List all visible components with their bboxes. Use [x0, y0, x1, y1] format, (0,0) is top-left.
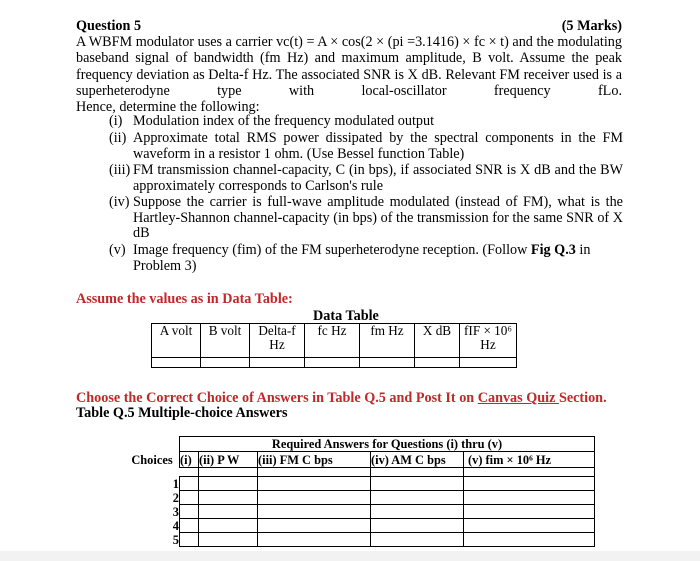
answer-cell[interactable]	[180, 533, 199, 547]
data-table-header-row	[152, 324, 517, 358]
answer-row: 4	[125, 519, 595, 533]
answer-table-header-row	[125, 452, 595, 468]
assume-heading: Assume the values as in Data Table:	[76, 291, 293, 307]
col-b-volt: B volt	[201, 324, 250, 358]
value-cell[interactable]	[250, 358, 305, 368]
choices-label: Choices	[131, 452, 173, 467]
answer-cell[interactable]	[371, 505, 464, 519]
answer-cell[interactable]	[258, 477, 371, 491]
col-fm: fm Hz	[360, 324, 415, 358]
data-table-value-row	[152, 358, 517, 368]
answer-table	[125, 436, 595, 547]
answer-cell[interactable]	[199, 505, 258, 519]
col-a-volt: A volt	[152, 324, 201, 358]
answer-table-caption: Table Q.5 Multiple-choice Answers	[76, 405, 288, 421]
value-cell[interactable]	[460, 358, 517, 368]
required-answers-title: Required Answers for Questions (i) thru (v)	[180, 437, 595, 452]
answer-cell[interactable]	[371, 533, 464, 547]
page: Question 5 (5 Marks) A WBFM modulator uses a carrier vc(t) = A × cos(2 × (pi =3.1416) × fc × t) and the modulating baseband signal of bandwidth (fm Hz) and maximum amplitude, B volt. Assume the peak frequency deviation as Delta-f Hz. The associated SNR is X dB. Relevant FM receiver used is a superheterodyne type with local-oscillator frequency fLo. Hence, determine the following: (i) Modulation index of the frequency modulated output (ii) Approximate total RMS power dissipated by the spectral components in the FM waveform in a resistor 1 ohm. (Use Bessel function Table) (iii) FM transmission channel-capacity, C (in bps), if associated SNR is X dB and the BW approximately corresponds to Carlson's rule (iv) Suppose the carrier is full-wave amplitude modulated (instead of FM), what is the Hartley-Shannon channel-capacity (in bps) of the transmission for the same SNR of X dB (v) Image frequency (fim) of the FM superheterodyne reception. (Follow Fig Q.3 in Problem 3) Assume the values as in Data Table: Data Table A volt B volt Delta-f Hz fc Hz fm Hz X dB fIF × 10⁶ Hz Choose the Correct Choice of Answers in Table Q.5 and Post It on Canvas Quiz Section. Table Q.5 Multiple-choice Answers Required Answers for Questions (i) thru (v) Choices (i) (ii) P W (iii) FM C bps (iv) AM C bps (v) fim × 10⁶ Hz 1 2 3 4 5	[0, 0, 700, 561]
answer-cell[interactable]	[180, 519, 199, 533]
value-cell[interactable]	[201, 358, 250, 368]
intro-line-1: A WBFM modulator uses a carrier vc(t) = A × cos(2 × (pi =3.1416) × fc × t) and the modulating	[76, 34, 622, 51]
answer-cell[interactable]	[199, 477, 258, 491]
question-marks: (5 Marks)	[561, 18, 622, 34]
intro-line-5: Hence, determine the following:	[76, 99, 260, 116]
value-cell[interactable]	[305, 358, 360, 368]
answer-cell[interactable]	[199, 533, 258, 547]
question-intro	[76, 18, 622, 115]
instruction: Choose the Correct Choice of Answers in Table Q.5 and Post It on Canvas Quiz Section.	[76, 390, 607, 406]
value-cell[interactable]	[415, 358, 460, 368]
answer-cell[interactable]	[258, 533, 371, 547]
answer-cell[interactable]	[180, 491, 199, 505]
answer-row: 3	[125, 505, 595, 519]
bottom-strip	[0, 551, 700, 561]
canvas-quiz-link[interactable]: Canvas Quiz	[477, 390, 559, 406]
data-table-caption: Data Table	[313, 308, 379, 324]
answer-row: 5	[125, 533, 595, 547]
answer-cell[interactable]	[199, 491, 258, 505]
answer-cell[interactable]	[371, 491, 464, 505]
answer-cell[interactable]	[464, 477, 595, 491]
answer-table-title-row	[125, 437, 595, 452]
answer-cell[interactable]	[199, 519, 258, 533]
question-title: Question 5	[76, 18, 142, 34]
answer-cell[interactable]	[258, 519, 371, 533]
col-delta-f: Delta-f Hz	[250, 324, 305, 358]
value-cell[interactable]	[152, 358, 201, 368]
data-table	[151, 323, 517, 368]
col-x-db: X dB	[415, 324, 460, 358]
answer-row: 1	[125, 477, 595, 491]
col-v: (v) fim × 10⁶ Hz	[464, 452, 595, 468]
col-iii: (iii) FM C bps	[258, 452, 371, 468]
intro-line-4: superheterodyne type with local-oscillator frequency fLo.	[76, 82, 622, 99]
answer-cell[interactable]	[258, 505, 371, 519]
answer-cell[interactable]	[464, 491, 595, 505]
answer-row-spacer	[125, 468, 595, 477]
answer-cell[interactable]	[180, 477, 199, 491]
question-header	[76, 18, 622, 34]
answer-cell[interactable]	[258, 491, 371, 505]
answer-cell[interactable]	[464, 505, 595, 519]
value-cell[interactable]	[360, 358, 415, 368]
answer-cell[interactable]	[371, 477, 464, 491]
answer-cell[interactable]	[464, 533, 595, 547]
answer-cell[interactable]	[464, 519, 595, 533]
intro-line-3: frequency deviation as Delta-f Hz. The associated SNR is X dB. Relevant FM receiver used is a	[76, 66, 622, 83]
col-ii: (ii) P W	[199, 452, 258, 468]
intro-line-2: baseband signal of bandwidth (fm Hz) and maximum amplitude, B volt. Assume the peak	[76, 50, 622, 67]
col-fif: fIF × 10⁶ Hz	[460, 324, 517, 358]
col-iv: (iv) AM C bps	[371, 452, 464, 468]
col-i: (i)	[180, 452, 199, 468]
answer-cell[interactable]	[180, 505, 199, 519]
answer-cell[interactable]	[371, 519, 464, 533]
answer-row: 2	[125, 491, 595, 505]
col-fc: fc Hz	[305, 324, 360, 358]
